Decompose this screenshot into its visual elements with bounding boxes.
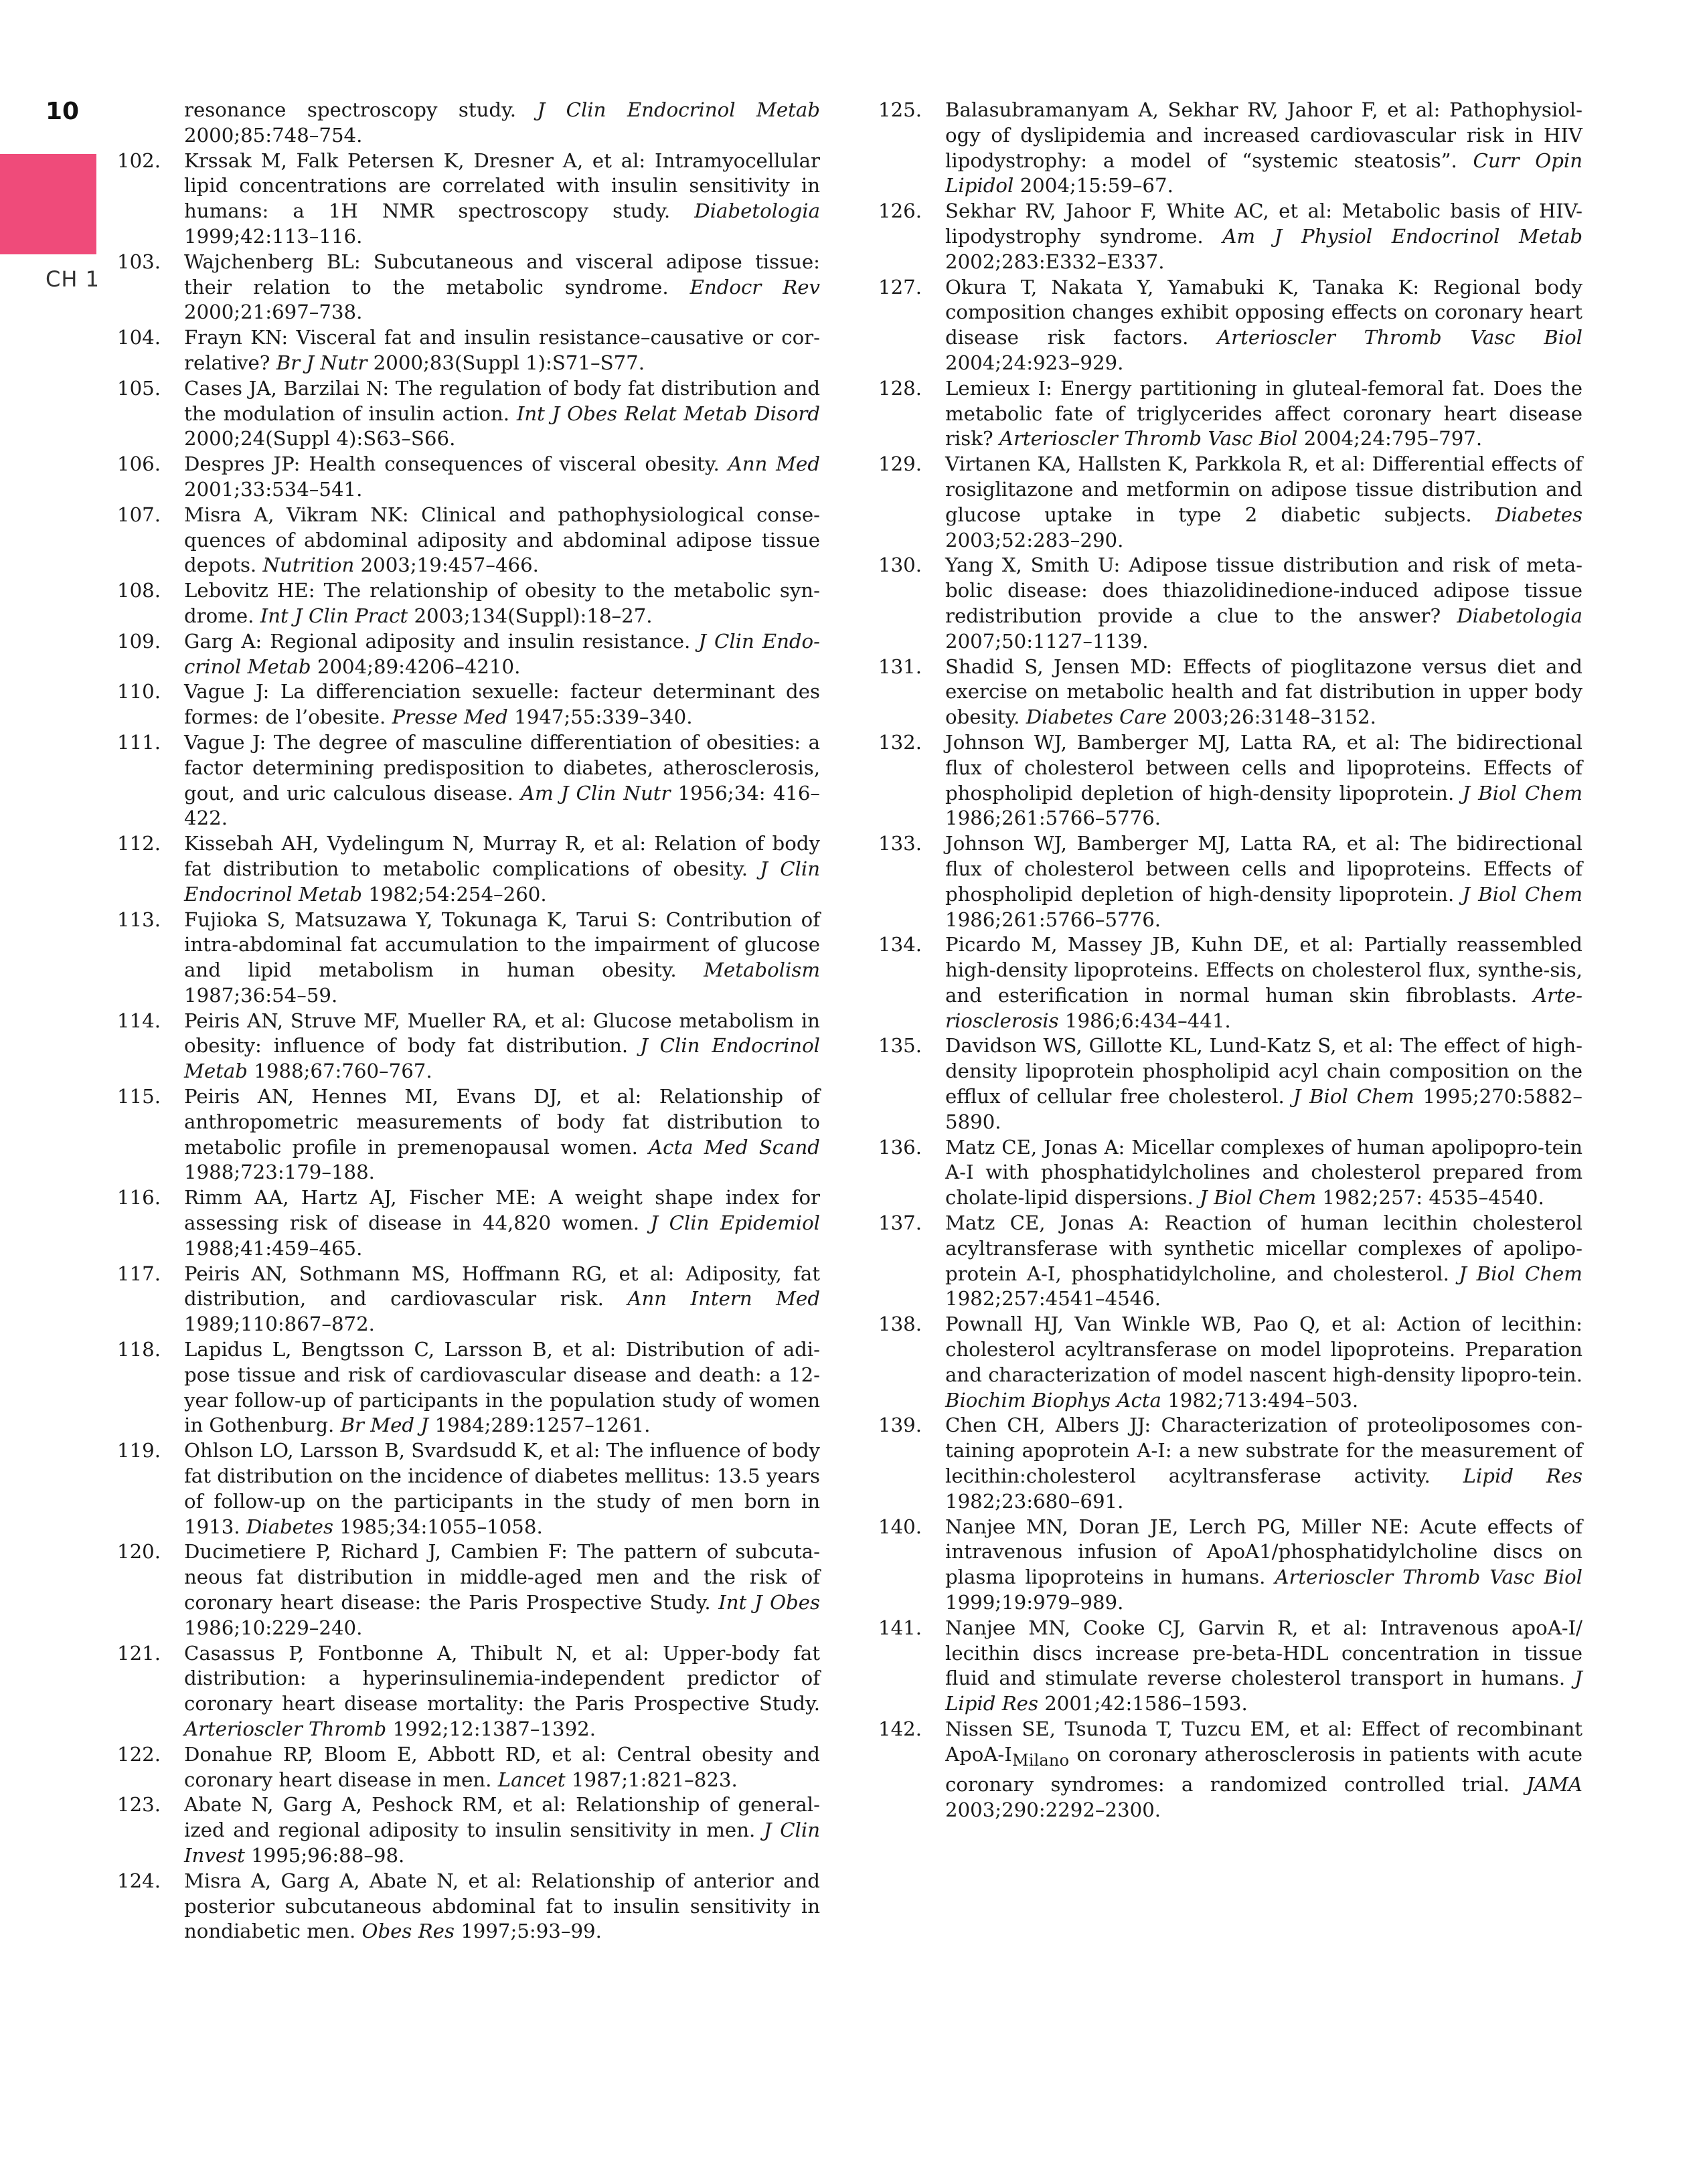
reference-entry: [858, 376, 1582, 452]
citation-text: 2000;24(Suppl 4):S63–S66.: [184, 427, 456, 450]
citation-text: 1987;1:821–823.: [565, 1768, 738, 1791]
reference-entry: [97, 1084, 820, 1185]
citation-text: Wajchenberg BL: Subcutaneous and visceral adipose tissue: their relation to the metabolic syndrome.: [184, 250, 820, 299]
reference-number: 137.: [878, 1211, 922, 1235]
citation-text: 1982;257:4541–4546.: [945, 1287, 1161, 1311]
reference-entry: [858, 831, 1582, 932]
reference-number: 120.: [117, 1540, 161, 1564]
reference-entry: [97, 578, 820, 629]
journal-title: Int J Obes Relat Metab Disord: [516, 402, 820, 425]
journal-title: Br J Nutr: [276, 351, 368, 374]
citation-text: resonance spectroscopy study.: [184, 98, 538, 121]
citation-text: 1992;12:1387–1392.: [386, 1717, 596, 1740]
citation-text: Fujioka S, Matsuzawa Y, Tokunaga K, Tarui S: Contribution of intra-abdominal fat accumulation to the impairment of glucose and lipid metabolism in human obesity.: [184, 908, 820, 982]
citation-text: 2001;42:1586–1593.: [1038, 1692, 1248, 1715]
reference-number: 133.: [878, 832, 922, 855]
reference-number: 119.: [117, 1439, 161, 1462]
reference-number: 130.: [878, 554, 922, 577]
journal-title: Br Med J: [340, 1414, 429, 1437]
journal-title: J Clin Endocrinol Metab: [184, 857, 820, 906]
citation-text: Casassus P, Fontbonne A, Thibult N, et al: Upper-body fat distribution: a hyperinsulinemia-independent predictor of coronary heart disease mortality: the Paris Prospective Study.: [184, 1641, 820, 1715]
citation-text: Frayn KN: Visceral fat and insulin resistance–causative or cor-relative?: [184, 326, 820, 374]
reference-number: 141.: [878, 1616, 922, 1639]
journal-title: Acta Med Scand: [649, 1135, 820, 1159]
citation-text: Garg A: Regional adiposity and insulin resistance.: [184, 629, 699, 653]
reference-entry: [97, 376, 820, 452]
citation-text: Yang X, Smith U: Adipose tissue distribution and risk of meta-bolic disease: does thiazolidinedione-induced adipose tissue redistribution provide a clue to the answer?: [945, 554, 1582, 627]
citation-text: 2003;134(Suppl):18–27.: [408, 604, 653, 627]
citation-text: Ohlson LO, Larsson B, Svardsudd K, et al: The influence of body fat distribution on the incidence of diabetes mellitus: 13.5 years of follow-up on the participants in the study of men born in 1913.: [184, 1439, 820, 1538]
reference-number: 106.: [117, 452, 161, 476]
reference-entry: [858, 1312, 1582, 1413]
citation-text: 2007;50:1127–1139.: [945, 629, 1149, 653]
citation-text: 2001;33:534–541.: [184, 477, 363, 501]
citation-text: 1988;723:179–188.: [184, 1161, 375, 1184]
reference-number: 122.: [117, 1742, 161, 1766]
journal-title: J Biol Chem: [1200, 1186, 1317, 1209]
reference-entry: [97, 250, 820, 325]
citation-text: Johnson WJ, Bamberger MJ, Latta RA, et al: The bidirectional flux of cholesterol between cells and lipoproteins. Effects of phospholipid depletion of high-density lipoprotein.: [945, 730, 1582, 805]
reference-entry: [97, 730, 820, 831]
journal-title: Arterioscler Thromb Vasc Biol: [999, 427, 1298, 450]
reference-number: 118.: [117, 1338, 161, 1361]
reference-number: 142.: [878, 1717, 922, 1740]
journal-title: Diabetes: [246, 1515, 333, 1538]
citation-text: 1984;289:1257–1261.: [428, 1414, 651, 1437]
citation-text: Nanjee MN, Cooke CJ, Garvin R, et al: Intravenous apoA-I/ lecithin discs increase pre-beta-HDL concentration in tissue fluid and stimulate reverse cholesterol transport in humans.: [945, 1616, 1582, 1690]
reference-number: 139.: [878, 1414, 922, 1437]
reference-number: 124.: [117, 1869, 161, 1892]
journal-title: J Biol Chem: [1293, 1085, 1414, 1108]
journal-title: J Clin Endo-crinol Metab: [184, 629, 820, 678]
journal-title: Am J Clin Nutr: [520, 781, 671, 805]
journal-title: J Clin Endocrinol Metab: [184, 1034, 820, 1083]
journal-title: Diabetes Care: [1026, 705, 1167, 729]
reference-number: 105.: [117, 376, 161, 400]
reference-number: 138.: [878, 1313, 922, 1336]
citation-text: Despres JP: Health consequences of visceral obesity.: [184, 452, 728, 476]
reference-number: 126.: [878, 199, 922, 223]
journal-title: Am J Physiol Endocrinol Metab: [1222, 224, 1583, 248]
reference-entry: [858, 730, 1582, 831]
citation-text: Balasubramanyam A, Sekhar RV, Jahoor F, et al: Pathophysiol-ogy of dyslipidemia and increased cardiovascular risk in HIV lipodystrophy: a model of “systemic steatosis”.: [945, 98, 1582, 172]
journal-title: J Clin Invest: [184, 1819, 820, 1867]
continued-reference: [97, 98, 820, 149]
reference-entry: [97, 503, 820, 578]
reference-entry: [97, 1185, 820, 1261]
citation-text: 1986;261:5766–5776.: [945, 908, 1161, 931]
journal-title: Metabolism: [704, 958, 820, 982]
citation-text: Picardo M, Massey JB, Kuhn DE, et al: Partially reassembled high-density lipoproteins. Effects on cholesterol flux, synthe-sis, and esterification in normal human skin fibroblasts.: [945, 933, 1582, 1007]
journal-title: Biochim Biophys Acta: [945, 1388, 1161, 1412]
citation-text: Lapidus L, Bengtsson C, Larsson B, et al: Distribution of adi-pose tissue and risk of cardiovascular disease and death: a 12-year follow-up of participants in the population study of women in Gothenburg.: [184, 1338, 820, 1437]
reference-entry: [858, 1515, 1582, 1616]
reference-number: 140.: [878, 1515, 922, 1538]
citation-text: 2004;24:923–929.: [945, 351, 1124, 374]
citation-text: 1947;55:339–340.: [507, 705, 693, 729]
citation-text: 1985;34:1055–1058.: [333, 1515, 543, 1538]
reference-number: 113.: [117, 908, 161, 931]
reference-entry: [97, 1742, 820, 1793]
reference-entry: [97, 679, 820, 730]
chapter-tab: [0, 154, 96, 254]
reference-number: 107.: [117, 503, 161, 526]
citation-text: Krssak M, Falk Petersen K, Dresner A, et al: Intramyocellular lipid concentrations are correlated with insulin sensitivity in humans: a 1H NMR spectroscopy study.: [184, 149, 820, 223]
citation-text: Ducimetiere P, Richard J, Cambien F: The pattern of subcuta-neous fat distribution in middle-aged men and the risk of coronary heart disease: the Paris Prospective Study.: [184, 1540, 820, 1614]
citation-text: 1995;270:5882–5890.: [945, 1085, 1583, 1133]
reference-number: 115.: [117, 1085, 161, 1108]
citation-text: 2003;52:283–290.: [945, 528, 1124, 552]
citation-text: Lebovitz HE: The relationship of obesity to the metabolic syn-drome.: [184, 579, 820, 627]
journal-title: Diabetes: [1495, 503, 1582, 526]
reference-entry: [858, 1717, 1582, 1823]
citation-text: 2002;283:E332–E337.: [945, 250, 1165, 273]
subscript-text: Milano: [1011, 1750, 1070, 1770]
reference-entry: [97, 149, 820, 250]
citation-text: 1982;23:680–691.: [945, 1489, 1124, 1513]
journal-title: Int J Obes: [718, 1591, 820, 1614]
reference-number: 136.: [878, 1135, 922, 1159]
page-number: 10: [46, 98, 80, 125]
chapter-label: CH 1: [46, 266, 100, 292]
reference-entry: [858, 1135, 1582, 1211]
citation-text: 2000;83(Suppl 1):S71–S77.: [367, 351, 645, 374]
citation-text: Chen CH, Albers JJ: Characterization of proteoliposomes con-taining apoprotein A-I: a new substrate for the measurement of lecithin:cholesterol acyltransferase activity.: [945, 1414, 1582, 1488]
citation-text: 2003;290:2292–2300.: [945, 1798, 1161, 1822]
citation-text: Peiris AN, Struve MF, Mueller RA, et al: Glucose metabolism in obesity: influence of body fat distribution.: [184, 1009, 820, 1058]
reference-number: 110.: [117, 680, 161, 703]
journal-title: J Biol Chem: [1462, 882, 1582, 906]
citation-text: 1986;261:5766–5776.: [945, 807, 1161, 830]
reference-entry: [97, 452, 820, 503]
citation-text: Shadid S, Jensen MD: Effects of pioglitazone versus diet and exercise on metabolic health and fat distribution in upper body obesity.: [945, 655, 1582, 729]
reference-entry: [858, 199, 1582, 274]
reference-entry: [97, 1539, 820, 1641]
citation-text: Virtanen KA, Hallsten K, Parkkola R, et al: Differential effects of rosiglitazone and metformin on adipose tissue distribution and glucose uptake in type 2 diabetic subjects.: [945, 452, 1582, 526]
journal-title: Nutrition: [262, 554, 355, 577]
reference-entry: [858, 655, 1582, 730]
citation-text: 1982;713:494–503.: [1161, 1388, 1359, 1412]
journal-title: Ann Intern Med: [627, 1287, 820, 1311]
citation-text: Matz CE, Jonas A: Reaction of human lecithin cholesterol acyltransferase with synthetic micellar complexes of apolipo-protein A-I, phosphatidylcholine, and cholesterol.: [945, 1211, 1582, 1285]
journal-title: Presse Med: [392, 705, 508, 729]
journal-title: Ann Med: [728, 452, 821, 476]
reference-entry: [97, 629, 820, 680]
citation-text: Okura T, Nakata Y, Yamabuki K, Tanaka K: Regional body composition changes exhibit opposing effects on coronary heart disease risk factors.: [945, 275, 1582, 349]
journal-title: J Lipid Res: [945, 1667, 1582, 1715]
reference-number: 102.: [117, 149, 161, 172]
reference-entry: [858, 275, 1582, 376]
citation-text: 2004;24:795–797.: [1297, 427, 1483, 450]
journal-title: Arte-riosclerosis: [945, 983, 1582, 1032]
journal-title: Lancet: [497, 1768, 566, 1791]
reference-entry: [858, 98, 1582, 199]
citation-text: Misra A, Garg A, Abate N, et al: Relationship of anterior and posterior subcutaneous abdominal fat to insulin sensitivity in nondiabetic men.: [184, 1869, 820, 1943]
reference-number: 135.: [878, 1034, 922, 1058]
journal-title: J Biol Chem: [1459, 1262, 1582, 1285]
reference-number: 123.: [117, 1793, 161, 1817]
reference-number: 104.: [117, 326, 161, 349]
citation-text: 1999;42:113–116.: [184, 224, 363, 248]
citation-text: Abate N, Garg A, Peshock RM, et al: Relationship of general-ized and regional adiposity to insulin sensitivity in men.: [184, 1793, 820, 1842]
journal-title: JAMA: [1526, 1773, 1582, 1796]
reference-number: 103.: [117, 250, 161, 273]
reference-number: 109.: [117, 629, 161, 653]
citation-text: Donahue RP, Bloom E, Abbott RD, et al: Central obesity and coronary heart disease in men.: [184, 1742, 820, 1791]
reference-entry: [97, 1869, 820, 1944]
journal-title: J Clin Endocrinol Metab: [537, 98, 820, 121]
reference-number: 111.: [117, 730, 161, 754]
reference-entry: [858, 452, 1582, 553]
reference-entry: [97, 1438, 820, 1539]
reference-number: 121.: [117, 1641, 161, 1665]
journal-title: Arterioscler Thromb Vasc Biol: [1217, 326, 1582, 349]
citation-text: 2003;19:457–466.: [354, 554, 539, 577]
reference-number: 116.: [117, 1186, 161, 1209]
citation-text: Rimm AA, Hartz AJ, Fischer ME: A weight shape index for assessing risk of disease in 44,820 women.: [184, 1186, 820, 1235]
reference-number: 125.: [878, 98, 922, 121]
right-reference-column: [858, 98, 1582, 1823]
citation-text: on coronary atherosclerosis in patients with acute coronary syndromes: a randomized controlled trial.: [945, 1742, 1582, 1796]
reference-number: 131.: [878, 655, 922, 678]
citation-text: 1987;36:54–59.: [184, 983, 338, 1007]
reference-entry: [858, 1211, 1582, 1312]
citation-text: Sekhar RV, Jahoor F, White AC, et al: Metabolic basis of HIV-lipodystrophy syndrome.: [945, 199, 1582, 248]
citation-text: Lemieux I: Energy partitioning in gluteal-femoral fat. Does the metabolic fate of triglycerides affect coronary heart disease risk?: [945, 376, 1582, 450]
citation-text: 1997;5:93–99.: [454, 1920, 602, 1943]
citation-text: 1986;10:229–240.: [184, 1616, 363, 1639]
citation-text: Misra A, Vikram NK: Clinical and pathophysiological conse-quences of abdominal adiposity and abdominal adipose tissue depots.: [184, 503, 820, 577]
reference-entry: [97, 1792, 820, 1868]
citation-text: 1986;6:434–441.: [1058, 1009, 1231, 1032]
citation-text: 2004;89:4206–4210.: [311, 655, 521, 678]
reference-number: 114.: [117, 1009, 161, 1032]
citation-text: 1988;41:459–465.: [184, 1236, 363, 1260]
citation-text: Peiris AN, Sothmann MS, Hoffmann RG, et al: Adiposity, fat distribution, and cardiovascular risk.: [184, 1262, 820, 1311]
reference-entry: [858, 1616, 1582, 1717]
citation-text: Cases JA, Barzilai N: The regulation of body fat distribution and the modulation of insulin action.: [184, 376, 820, 425]
journal-title: Diabetologia: [1457, 604, 1582, 627]
citation-text: 2000;21:697–738.: [184, 301, 363, 324]
citation-text: Davidson WS, Gillotte KL, Lund-Katz S, et al: The effect of high-density lipoprotein phospholipid acyl chain composition on the efflux of cellular free cholesterol.: [945, 1034, 1582, 1108]
left-reference-column: [97, 98, 820, 1944]
reference-entry: [858, 932, 1582, 1033]
citation-text: 2004;15:59–67.: [1013, 174, 1173, 197]
reference-entry: [97, 1009, 820, 1084]
citation-text: Nissen SE, Tsunoda T, Tuzcu EM, et al: Effect of recombinant ApoA-I: [945, 1717, 1582, 1766]
citation-text: Nanjee MN, Doran JE, Lerch PG, Miller NE: Acute effects of intravenous infusion of ApoA1/phosphatidylcholine discs on plasma lipoproteins in humans.: [945, 1515, 1582, 1589]
reference-entry: [97, 1641, 820, 1742]
citation-text: 1989;110:867–872.: [184, 1313, 375, 1336]
reference-entry: [858, 1033, 1582, 1135]
citation-text: 1956;34: 416–422.: [184, 781, 820, 830]
reference-number: 117.: [117, 1262, 161, 1285]
citation-text: 1995;96:88–98.: [244, 1843, 405, 1867]
journal-title: Arterioscler Thromb Vasc Biol: [1275, 1566, 1582, 1589]
reference-number: 129.: [878, 452, 922, 476]
journal-title: Obes Res: [361, 1920, 455, 1943]
journal-title: Int J Clin Pract: [260, 604, 408, 627]
journal-title: Endocr Rev: [689, 275, 820, 299]
reference-number: 127.: [878, 275, 922, 299]
citation-text: 2003;26:3148–3152.: [1167, 705, 1376, 729]
journal-title: Arterioscler Thromb: [184, 1717, 387, 1740]
journal-title: Curr Opin Lipidol: [945, 149, 1583, 197]
citation-text: Johnson WJ, Bamberger MJ, Latta RA, et al: The bidirectional flux of cholesterol between cells and lipoproteins. Effects of phospholipid depletion of high-density lipoprotein.: [945, 832, 1582, 906]
reference-entry: [97, 1337, 820, 1438]
citation-text: 1982;54:254–260.: [361, 882, 547, 906]
reference-entry: [97, 908, 820, 1009]
citation-text: 2000;85:748–754.: [184, 123, 363, 147]
reference-entry: [97, 325, 820, 376]
citation-text: Pownall HJ, Van Winkle WB, Pao Q, et al: Action of lecithin: cholesterol acyltransferase on model lipoproteins. Preparation and characterization of model nascent high-density lipopro-tein.: [945, 1313, 1582, 1386]
reference-number: 134.: [878, 933, 922, 956]
citation-text: 1999;19:979–989.: [945, 1591, 1124, 1614]
reference-entry: [97, 1262, 820, 1337]
reference-entry: [97, 831, 820, 907]
reference-number: 128.: [878, 376, 922, 400]
reference-number: 132.: [878, 730, 922, 754]
citation-text: 1988;67:760–767.: [247, 1060, 432, 1083]
citation-text: Kissebah AH, Vydelingum N, Murray R, et al: Relation of body fat distribution to metabolic complications of obesity.: [184, 832, 820, 880]
citation-text: 1982;257: 4535–4540.: [1316, 1186, 1544, 1209]
citation-text: Peiris AN, Hennes MI, Evans DJ, et al: Relationship of anthropometric measurements of body fat distribution to metabolic profile in premenopausal women.: [184, 1085, 820, 1159]
reference-entry: [858, 1413, 1582, 1514]
reference-number: 112.: [117, 832, 161, 855]
citation-text: Matz CE, Jonas A: Micellar complexes of human apolipopro-tein A-I with phosphatidylcholines and cholesterol prepared from cholate-lipid dispersions.: [945, 1135, 1582, 1209]
reference-number: 108.: [117, 579, 161, 602]
journal-title: Lipid Res: [1463, 1464, 1582, 1488]
citation-text: Vague J: The degree of masculine differentiation of obesities: a factor determining predisposition to diabetes, atherosclerosis, gout, and uric calculous disease.: [184, 730, 820, 805]
citation-text: Vague J: La differenciation sexuelle: facteur determinant des formes: de l’obesite.: [184, 680, 820, 729]
reference-entry: [858, 553, 1582, 654]
journal-title: Diabetologia: [694, 199, 820, 223]
journal-title: J Clin Epidemiol: [650, 1211, 820, 1235]
journal-title: J Biol Chem: [1462, 781, 1582, 805]
